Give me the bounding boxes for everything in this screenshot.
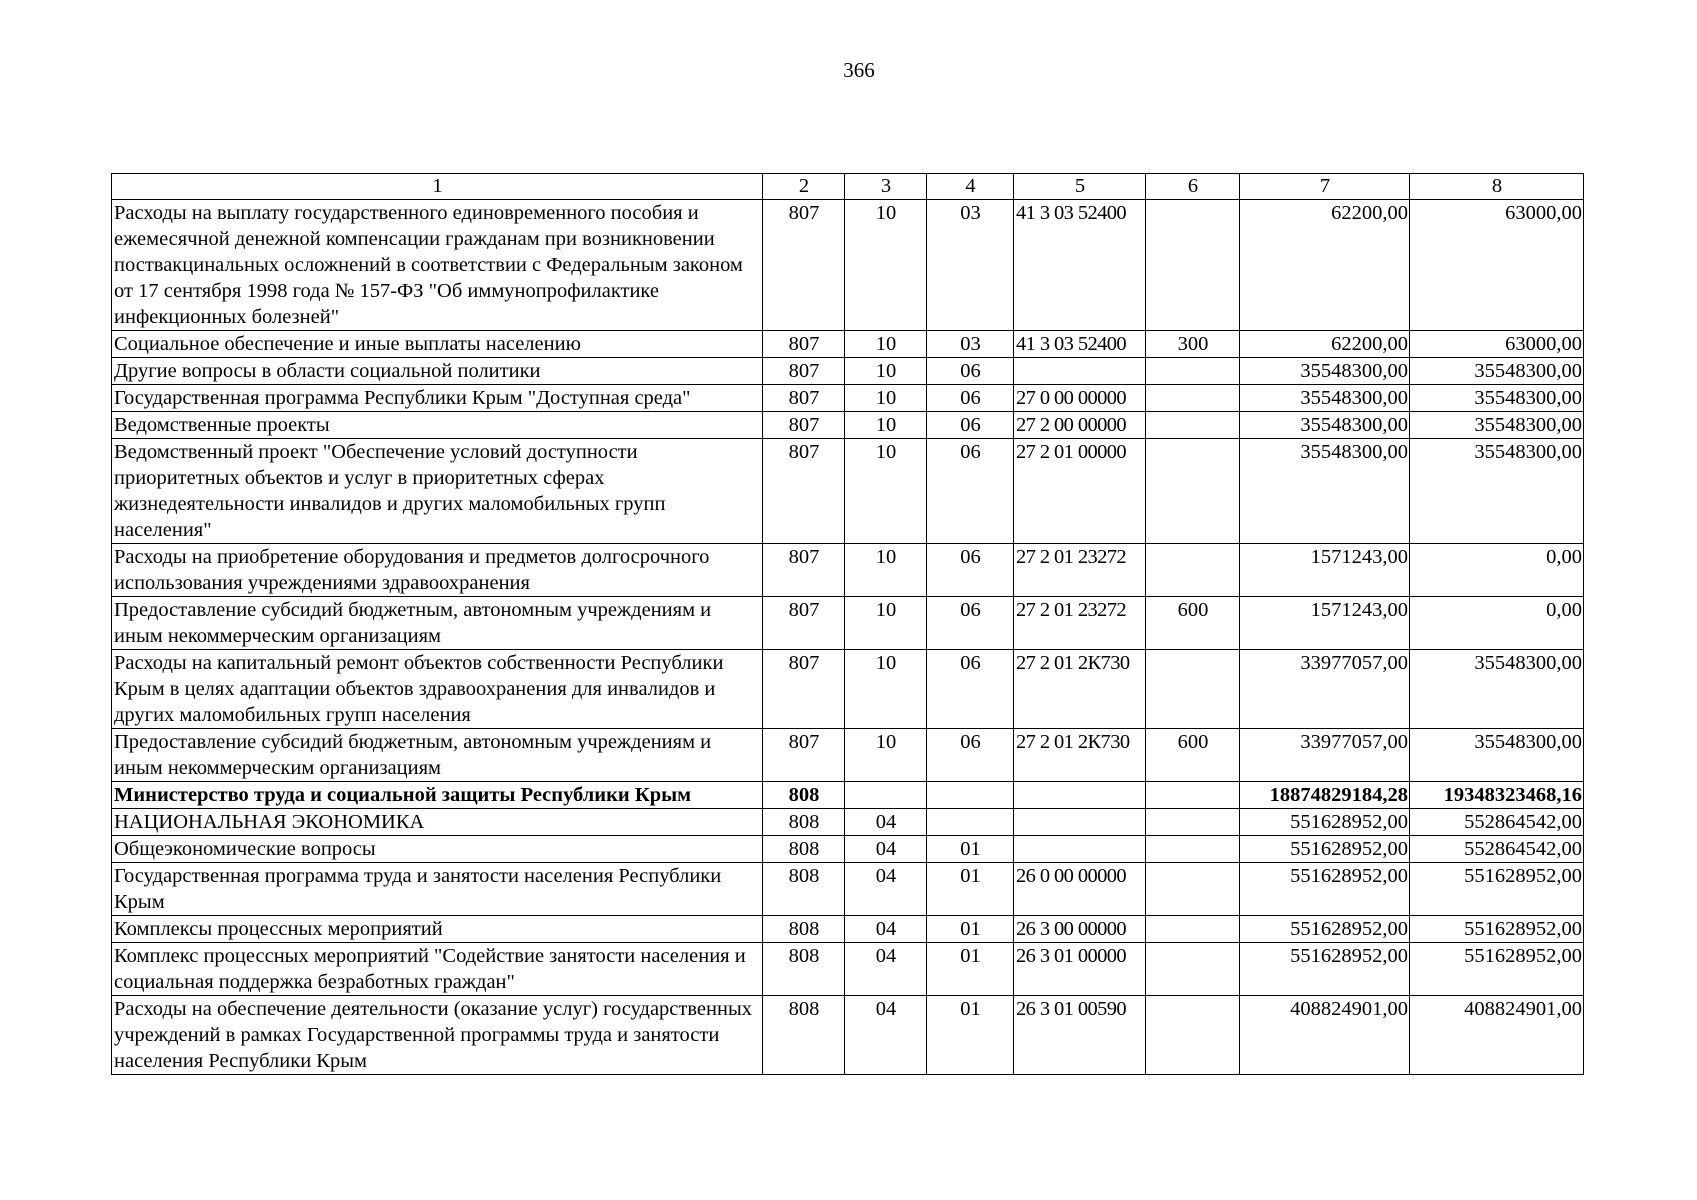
cell-section: 04 — [845, 809, 927, 836]
cell-description: Ведомственный проект "Обеспечение условий доступности приоритетных объектов и услуг в приоритетных сферах жизнедеятельности инвалидов и других маломобильных групп населения" — [112, 439, 763, 544]
cell-ministry-code: 808 — [763, 809, 845, 836]
cell-amount-year-2: 35548300,00 — [1410, 439, 1584, 544]
cell-ministry-code: 808 — [763, 863, 845, 916]
cell-target-article: 27 2 01 2К730 — [1014, 650, 1146, 729]
page-number: 366 — [843, 58, 875, 82]
header-cell: 5 — [1014, 174, 1146, 200]
cell-expense-type: 600 — [1146, 729, 1240, 782]
cell-section: 10 — [845, 439, 927, 544]
cell-expense-type — [1146, 916, 1240, 943]
cell-subsection: 06 — [927, 729, 1014, 782]
cell-amount-year-1: 35548300,00 — [1240, 385, 1410, 412]
table-row — [112, 916, 1584, 943]
cell-amount-year-2: 63000,00 — [1410, 331, 1584, 358]
cell-section: 10 — [845, 544, 927, 597]
cell-expense-type — [1146, 943, 1240, 996]
cell-description: Расходы на обеспечение деятельности (оказание услуг) государственных учреждений в рамках Государственной программы труда и занятости населения Республики Крым — [112, 996, 763, 1075]
cell-amount-year-1: 1571243,00 — [1240, 544, 1410, 597]
cell-section: 10 — [845, 650, 927, 729]
cell-description: Предоставление субсидий бюджетным, автономным учреждениям и иным некоммерческим организациям — [112, 729, 763, 782]
cell-description: Министерство труда и социальной защиты Республики Крым — [112, 782, 763, 809]
cell-amount-year-2: 0,00 — [1410, 544, 1584, 597]
cell-subsection: 01 — [927, 996, 1014, 1075]
cell-target-article — [1014, 836, 1146, 863]
cell-subsection: 01 — [927, 943, 1014, 996]
cell-amount-year-2: 551628952,00 — [1410, 863, 1584, 916]
cell-description: Расходы на капитальный ремонт объектов собственности Республики Крым в целях адаптации объектов здравоохранения для инвалидов и других маломобильных групп населения — [112, 650, 763, 729]
cell-subsection: 01 — [927, 916, 1014, 943]
cell-subsection: 03 — [927, 200, 1014, 331]
cell-expense-type — [1146, 200, 1240, 331]
cell-amount-year-1: 408824901,00 — [1240, 996, 1410, 1075]
cell-ministry-code: 807 — [763, 358, 845, 385]
cell-description: Государственная программа труда и занятости населения Республики Крым — [112, 863, 763, 916]
cell-amount-year-1: 18874829184,28 — [1240, 782, 1410, 809]
cell-amount-year-1: 551628952,00 — [1240, 943, 1410, 996]
cell-ministry-code: 807 — [763, 412, 845, 439]
cell-expense-type — [1146, 836, 1240, 863]
cell-section: 04 — [845, 996, 927, 1075]
table-row — [112, 650, 1584, 729]
cell-description: Социальное обеспечение и иные выплаты населению — [112, 331, 763, 358]
cell-subsection: 01 — [927, 863, 1014, 916]
header-cell: 7 — [1240, 174, 1410, 200]
cell-subsection: 06 — [927, 544, 1014, 597]
cell-ministry-code: 807 — [763, 439, 845, 544]
cell-section: 04 — [845, 863, 927, 916]
cell-amount-year-2: 63000,00 — [1410, 200, 1584, 331]
table-row — [112, 358, 1584, 385]
cell-amount-year-2: 552864542,00 — [1410, 809, 1584, 836]
cell-ministry-code: 808 — [763, 782, 845, 809]
table-row — [112, 385, 1584, 412]
cell-description: Комплексы процессных мероприятий — [112, 916, 763, 943]
cell-amount-year-1: 551628952,00 — [1240, 916, 1410, 943]
cell-ministry-code: 808 — [763, 996, 845, 1075]
cell-target-article: 26 3 01 00000 — [1014, 943, 1146, 996]
cell-subsection — [927, 782, 1014, 809]
cell-amount-year-2: 35548300,00 — [1410, 412, 1584, 439]
cell-description: Комплекс процессных мероприятий "Содействие занятости населения и социальная поддержка безработных граждан" — [112, 943, 763, 996]
cell-section: 04 — [845, 916, 927, 943]
cell-expense-type — [1146, 863, 1240, 916]
cell-amount-year-2: 408824901,00 — [1410, 996, 1584, 1075]
cell-expense-type: 600 — [1146, 597, 1240, 650]
cell-section: 10 — [845, 729, 927, 782]
cell-expense-type — [1146, 996, 1240, 1075]
cell-ministry-code: 807 — [763, 544, 845, 597]
cell-amount-year-2: 35548300,00 — [1410, 729, 1584, 782]
cell-target-article: 26 3 01 00590 — [1014, 996, 1146, 1075]
cell-amount-year-1: 35548300,00 — [1240, 412, 1410, 439]
cell-amount-year-1: 33977057,00 — [1240, 650, 1410, 729]
cell-description: Государственная программа Республики Крым "Доступная среда" — [112, 385, 763, 412]
cell-section: 04 — [845, 836, 927, 863]
table-row — [112, 996, 1584, 1075]
cell-section: 04 — [845, 943, 927, 996]
cell-description: Предоставление субсидий бюджетным, автономным учреждениям и иным некоммерческим организациям — [112, 597, 763, 650]
cell-description: Общеэкономические вопросы — [112, 836, 763, 863]
cell-ministry-code: 807 — [763, 331, 845, 358]
cell-target-article: 27 2 00 00000 — [1014, 412, 1146, 439]
cell-target-article — [1014, 358, 1146, 385]
cell-expense-type: 300 — [1146, 331, 1240, 358]
cell-target-article: 41 3 03 52400 — [1014, 200, 1146, 331]
cell-expense-type — [1146, 358, 1240, 385]
cell-target-article: 26 0 00 00000 — [1014, 863, 1146, 916]
cell-amount-year-1: 551628952,00 — [1240, 836, 1410, 863]
cell-expense-type — [1146, 782, 1240, 809]
cell-subsection: 03 — [927, 331, 1014, 358]
cell-subsection: 01 — [927, 836, 1014, 863]
cell-description: Ведомственные проекты — [112, 412, 763, 439]
cell-subsection: 06 — [927, 439, 1014, 544]
cell-expense-type — [1146, 809, 1240, 836]
cell-ministry-code: 807 — [763, 597, 845, 650]
cell-amount-year-1: 35548300,00 — [1240, 439, 1410, 544]
cell-ministry-code: 808 — [763, 943, 845, 996]
cell-amount-year-1: 62200,00 — [1240, 331, 1410, 358]
cell-section — [845, 782, 927, 809]
cell-subsection — [927, 809, 1014, 836]
cell-expense-type — [1146, 439, 1240, 544]
cell-target-article: 26 3 00 00000 — [1014, 916, 1146, 943]
cell-subsection: 06 — [927, 650, 1014, 729]
cell-ministry-code: 808 — [763, 916, 845, 943]
table-row — [112, 439, 1584, 544]
cell-subsection: 06 — [927, 412, 1014, 439]
cell-target-article: 27 2 01 23272 — [1014, 544, 1146, 597]
cell-section: 10 — [845, 200, 927, 331]
table-row — [112, 782, 1584, 809]
budget-table — [111, 173, 1584, 1075]
cell-expense-type — [1146, 544, 1240, 597]
header-cell: 2 — [763, 174, 845, 200]
cell-amount-year-2: 0,00 — [1410, 597, 1584, 650]
cell-section: 10 — [845, 331, 927, 358]
header-cell: 1 — [112, 174, 763, 200]
table-row — [112, 412, 1584, 439]
cell-target-article — [1014, 809, 1146, 836]
cell-target-article: 27 0 00 00000 — [1014, 385, 1146, 412]
cell-subsection: 06 — [927, 358, 1014, 385]
cell-section: 10 — [845, 385, 927, 412]
cell-amount-year-1: 1571243,00 — [1240, 597, 1410, 650]
cell-ministry-code: 807 — [763, 729, 845, 782]
cell-section: 10 — [845, 358, 927, 385]
cell-amount-year-2: 35548300,00 — [1410, 385, 1584, 412]
header-cell: 4 — [927, 174, 1014, 200]
cell-description: Другие вопросы в области социальной политики — [112, 358, 763, 385]
cell-ministry-code: 807 — [763, 650, 845, 729]
cell-description: Расходы на приобретение оборудования и предметов долгосрочного использования учреждениями здравоохранения — [112, 544, 763, 597]
table-row — [112, 200, 1584, 331]
cell-amount-year-2: 551628952,00 — [1410, 916, 1584, 943]
cell-subsection: 06 — [927, 597, 1014, 650]
header-cell: 3 — [845, 174, 927, 200]
cell-ministry-code: 807 — [763, 385, 845, 412]
cell-description: Расходы на выплату государственного единовременного пособия и ежемесячной денежной компенсации гражданам при возникновении поствакцинальных осложнений в соответствии с Федеральным законом от 17 сентября 1998 года № 157-ФЗ "Об иммунопрофилактике инфекционных болезней" — [112, 200, 763, 331]
cell-amount-year-2: 551628952,00 — [1410, 943, 1584, 996]
cell-ministry-code: 807 — [763, 200, 845, 331]
cell-amount-year-2: 19348323468,16 — [1410, 782, 1584, 809]
cell-amount-year-1: 62200,00 — [1240, 200, 1410, 331]
table-row — [112, 863, 1584, 916]
cell-amount-year-1: 35548300,00 — [1240, 358, 1410, 385]
cell-expense-type — [1146, 412, 1240, 439]
header-row — [112, 174, 1584, 200]
table-row — [112, 809, 1584, 836]
table-row — [112, 331, 1584, 358]
cell-target-article: 27 2 01 23272 — [1014, 597, 1146, 650]
cell-amount-year-1: 33977057,00 — [1240, 729, 1410, 782]
cell-amount-year-1: 551628952,00 — [1240, 863, 1410, 916]
cell-expense-type — [1146, 385, 1240, 412]
cell-expense-type — [1146, 650, 1240, 729]
cell-description: НАЦИОНАЛЬНАЯ ЭКОНОМИКА — [112, 809, 763, 836]
cell-section: 10 — [845, 597, 927, 650]
table-row — [112, 544, 1584, 597]
table-row — [112, 943, 1584, 996]
cell-amount-year-2: 552864542,00 — [1410, 836, 1584, 863]
cell-target-article: 41 3 03 52400 — [1014, 331, 1146, 358]
cell-target-article: 27 2 01 00000 — [1014, 439, 1146, 544]
table-row — [112, 729, 1584, 782]
cell-target-article: 27 2 01 2К730 — [1014, 729, 1146, 782]
header-cell: 8 — [1410, 174, 1584, 200]
cell-amount-year-1: 551628952,00 — [1240, 809, 1410, 836]
cell-section: 10 — [845, 412, 927, 439]
cell-target-article — [1014, 782, 1146, 809]
cell-amount-year-2: 35548300,00 — [1410, 650, 1584, 729]
cell-ministry-code: 808 — [763, 836, 845, 863]
table-row — [112, 597, 1584, 650]
header-cell: 6 — [1146, 174, 1240, 200]
cell-subsection: 06 — [927, 385, 1014, 412]
table-row — [112, 836, 1584, 863]
cell-amount-year-2: 35548300,00 — [1410, 358, 1584, 385]
